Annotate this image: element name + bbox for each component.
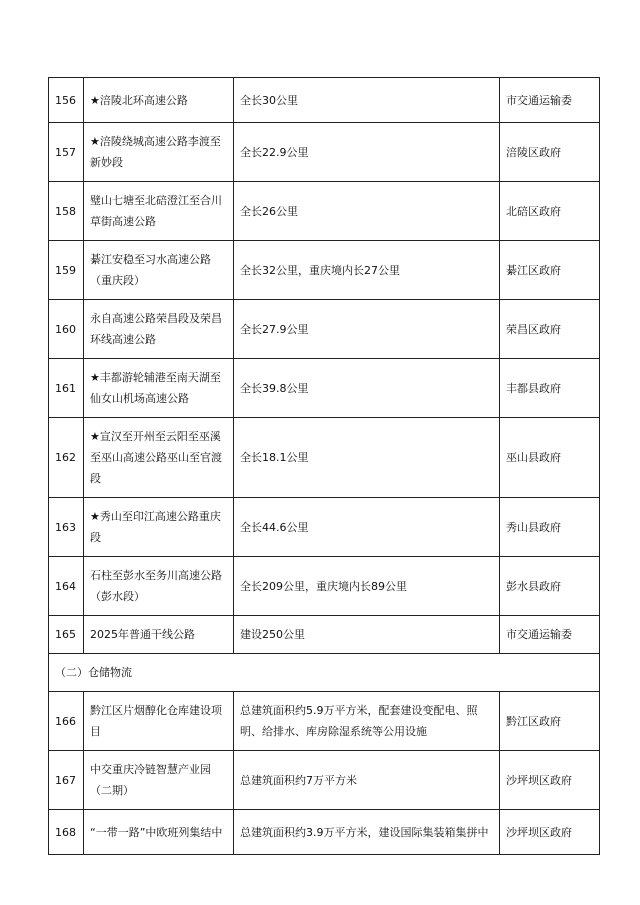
responsible-unit: 涪陵区政府	[500, 123, 600, 182]
responsible-unit: 黔江区政府	[500, 692, 600, 751]
table-body-highways	[49, 78, 600, 654]
project-name: ★涪陵北环高速公路	[84, 78, 234, 123]
row-number: 167	[49, 751, 84, 810]
table-row	[49, 810, 600, 855]
project-scope: 全长209公里，重庆境内长89公里	[234, 557, 500, 616]
project-scope: 总建筑面积约5.9万平方米，配套建设变配电、照明、给排水、库房除湿系统等公用设施	[234, 692, 500, 751]
project-name: 永自高速公路荣昌段及荣昌环线高速公路	[84, 300, 234, 359]
project-scope: 全长27.9公里	[234, 300, 500, 359]
responsible-unit: 秀山县政府	[500, 498, 600, 557]
row-number: 162	[49, 418, 84, 498]
responsible-unit: 荣昌区政府	[500, 300, 600, 359]
project-name: 綦江安稳至习水高速公路（重庆段）	[84, 241, 234, 300]
project-scope: 全长39.8公里	[234, 359, 500, 418]
responsible-unit: 市交通运输委	[500, 78, 600, 123]
row-number: 164	[49, 557, 84, 616]
project-name: “一带一路”中欧班列集结中	[84, 810, 234, 855]
project-name: ★秀山至印江高速公路重庆段	[84, 498, 234, 557]
row-number: 159	[49, 241, 84, 300]
responsible-unit: 綦江区政府	[500, 241, 600, 300]
table-row	[49, 692, 600, 751]
section-row	[49, 654, 600, 692]
table-body-section	[49, 654, 600, 692]
table-row	[49, 300, 600, 359]
section-title: （二）仓储物流	[49, 654, 600, 692]
project-name: 石柱至彭水至务川高速公路（彭水段）	[84, 557, 234, 616]
row-number: 168	[49, 810, 84, 855]
project-scope: 全长26公里	[234, 182, 500, 241]
table-row	[49, 123, 600, 182]
table-row	[49, 359, 600, 418]
row-number: 161	[49, 359, 84, 418]
table-row	[49, 498, 600, 557]
table-row	[49, 418, 600, 498]
project-table	[48, 77, 600, 855]
project-name: 2025年普通干线公路	[84, 616, 234, 654]
row-number: 163	[49, 498, 84, 557]
project-scope: 总建筑面积约3.9万平方米，建设国际集装箱集拼中	[234, 810, 500, 855]
table-row	[49, 751, 600, 810]
responsible-unit: 沙坪坝区政府	[500, 810, 600, 855]
responsible-unit: 北碚区政府	[500, 182, 600, 241]
project-name: 中交重庆冷链智慧产业园（二期）	[84, 751, 234, 810]
project-name: ★涪陵绕城高速公路李渡至新妙段	[84, 123, 234, 182]
project-scope: 全长18.1公里	[234, 418, 500, 498]
project-scope: 全长32公里，重庆境内长27公里	[234, 241, 500, 300]
project-name: 黔江区片烟醇化仓库建设项目	[84, 692, 234, 751]
row-number: 158	[49, 182, 84, 241]
row-number: 166	[49, 692, 84, 751]
project-scope: 全长22.9公里	[234, 123, 500, 182]
table-row	[49, 616, 600, 654]
row-number: 160	[49, 300, 84, 359]
project-scope: 全长30公里	[234, 78, 500, 123]
responsible-unit: 市交通运输委	[500, 616, 600, 654]
table-row	[49, 78, 600, 123]
responsible-unit: 彭水县政府	[500, 557, 600, 616]
responsible-unit: 丰都县政府	[500, 359, 600, 418]
table-body-logistics	[49, 692, 600, 855]
responsible-unit: 巫山县政府	[500, 418, 600, 498]
row-number: 157	[49, 123, 84, 182]
project-scope: 全长44.6公里	[234, 498, 500, 557]
project-name: ★宣汉至开州至云阳至巫溪至巫山高速公路巫山至官渡段	[84, 418, 234, 498]
row-number: 165	[49, 616, 84, 654]
table-row	[49, 241, 600, 300]
table-row	[49, 182, 600, 241]
project-scope: 建设250公里	[234, 616, 500, 654]
table-row	[49, 557, 600, 616]
row-number: 156	[49, 78, 84, 123]
project-name: 璧山七塘至北碚澄江至合川草街高速公路	[84, 182, 234, 241]
project-name: ★丰都游轮辅港至南天湖至仙女山机场高速公路	[84, 359, 234, 418]
responsible-unit: 沙坪坝区政府	[500, 751, 600, 810]
project-scope: 总建筑面积约7万平方米	[234, 751, 500, 810]
